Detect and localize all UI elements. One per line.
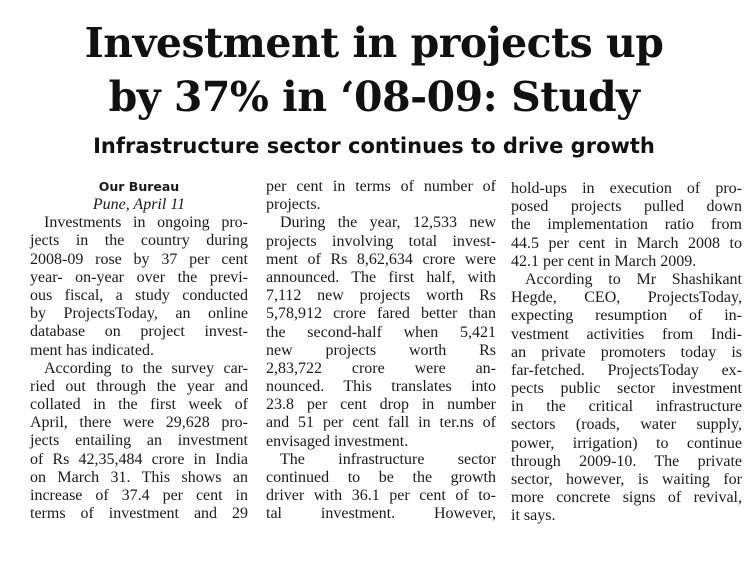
article-line: 2,83,722 crore were an- [266, 359, 496, 377]
article-line: on March 31. This shows an [30, 468, 248, 486]
article-line: posed projects pulled down [511, 198, 742, 216]
article-line: 44.5 per cent in March 2008 to [511, 234, 742, 252]
article-line: continued to be the growth [266, 469, 496, 486]
article-line: it says. [511, 507, 556, 525]
byline-dateline: Pune, April 11 [92, 196, 186, 213]
byline-bureau: Our Bureau [98, 179, 180, 194]
article-line: increase of 37.4 per cent in [30, 487, 248, 504]
article-line: new projects worth Rs [266, 341, 496, 359]
article-line: vestment activities from Indi- [511, 325, 742, 343]
article-line: pects public sector investment [511, 380, 742, 398]
headline-line-2: by 37% in ‘08-09: Study [108, 73, 640, 121]
article-line: and 51 per cent fall in ter.ns of [266, 414, 496, 432]
article-column-3 [511, 180, 742, 526]
subheadline: Infrastructure sector continues to drive growth [93, 134, 655, 158]
article-line: ous fiscal, a study conducted [30, 286, 248, 304]
article-line: jects in the country during [30, 232, 248, 250]
article-line: per cent in terms of number of [266, 178, 496, 195]
article-line: envisaged investment. [266, 432, 409, 450]
article-line: ment has indicated. [30, 341, 154, 359]
article-line: During the year, 12,533 new [280, 214, 496, 232]
article-line: more concrete signs of revival, [511, 489, 742, 507]
headline-line-1: Investment in projects up [84, 19, 664, 67]
article-line: of Rs 42,35,484 crore in India [30, 450, 248, 468]
article-line: database on project invest- [30, 323, 248, 341]
article-line: 2008-09 rose by 37 per cent [30, 250, 248, 268]
article-line: driver with 36.1 per cent of to- [266, 487, 496, 505]
article-line: announced. The first half, with [266, 268, 496, 286]
article-line: Hegde, CEO, ProjectsToday, [511, 289, 742, 307]
article-line: terms of investment and 29 [30, 505, 248, 523]
article-line: through 2009-10. The private [511, 452, 742, 470]
article-line: by ProjectsToday, an online [30, 305, 248, 323]
article-line: 42.1 per cent in March 2009. [511, 252, 697, 270]
article-line: the second-half when 5,421 [266, 323, 496, 341]
article-line: expecting resumption of in- [511, 307, 742, 325]
article-line: collated in the first week of [30, 396, 248, 414]
article-line: According to Mr Shashikant [525, 270, 742, 288]
article-line: projects. [266, 196, 321, 214]
article-line: the implementation ratio from [511, 216, 742, 234]
article-line: 7,112 new projects worth Rs [266, 287, 496, 305]
article-column-1 [30, 178, 248, 523]
article-line: year- on-year over the previ- [30, 268, 248, 286]
article-line: tal investment. However, [266, 505, 496, 523]
article-line: Investments in ongoing pro- [44, 214, 248, 232]
article-line: nounced. This translates into [266, 378, 496, 396]
article-line: 23.8 per cent drop in number [266, 396, 496, 414]
article-line: power, irrigation) to continue [511, 434, 742, 452]
article-line: ried out through the year and [30, 377, 248, 395]
article-line: April, there were 29,628 pro- [30, 414, 248, 432]
article-line: an private promoters today is [511, 343, 742, 361]
article-line: hold-ups in execution of pro- [511, 180, 742, 197]
article-line: far-fetched. ProjectsToday ex- [511, 361, 742, 379]
article-line: The infrastructure sector [280, 450, 496, 468]
article-line: sector, however, is waiting for [511, 471, 742, 488]
article-line: 5,78,912 crore fared better than [266, 305, 496, 323]
article-line: According to the survey car- [44, 359, 248, 377]
article-line: in the critical infrastructure [511, 398, 742, 416]
article-line: sectors (roads, water supply, [511, 416, 742, 434]
article-line: ment of Rs 8,62,634 crore were [266, 250, 496, 268]
article-column-2 [266, 178, 496, 524]
article-line: jects entailing an investment [30, 432, 248, 450]
article-line: projects involving total invest- [266, 232, 496, 250]
